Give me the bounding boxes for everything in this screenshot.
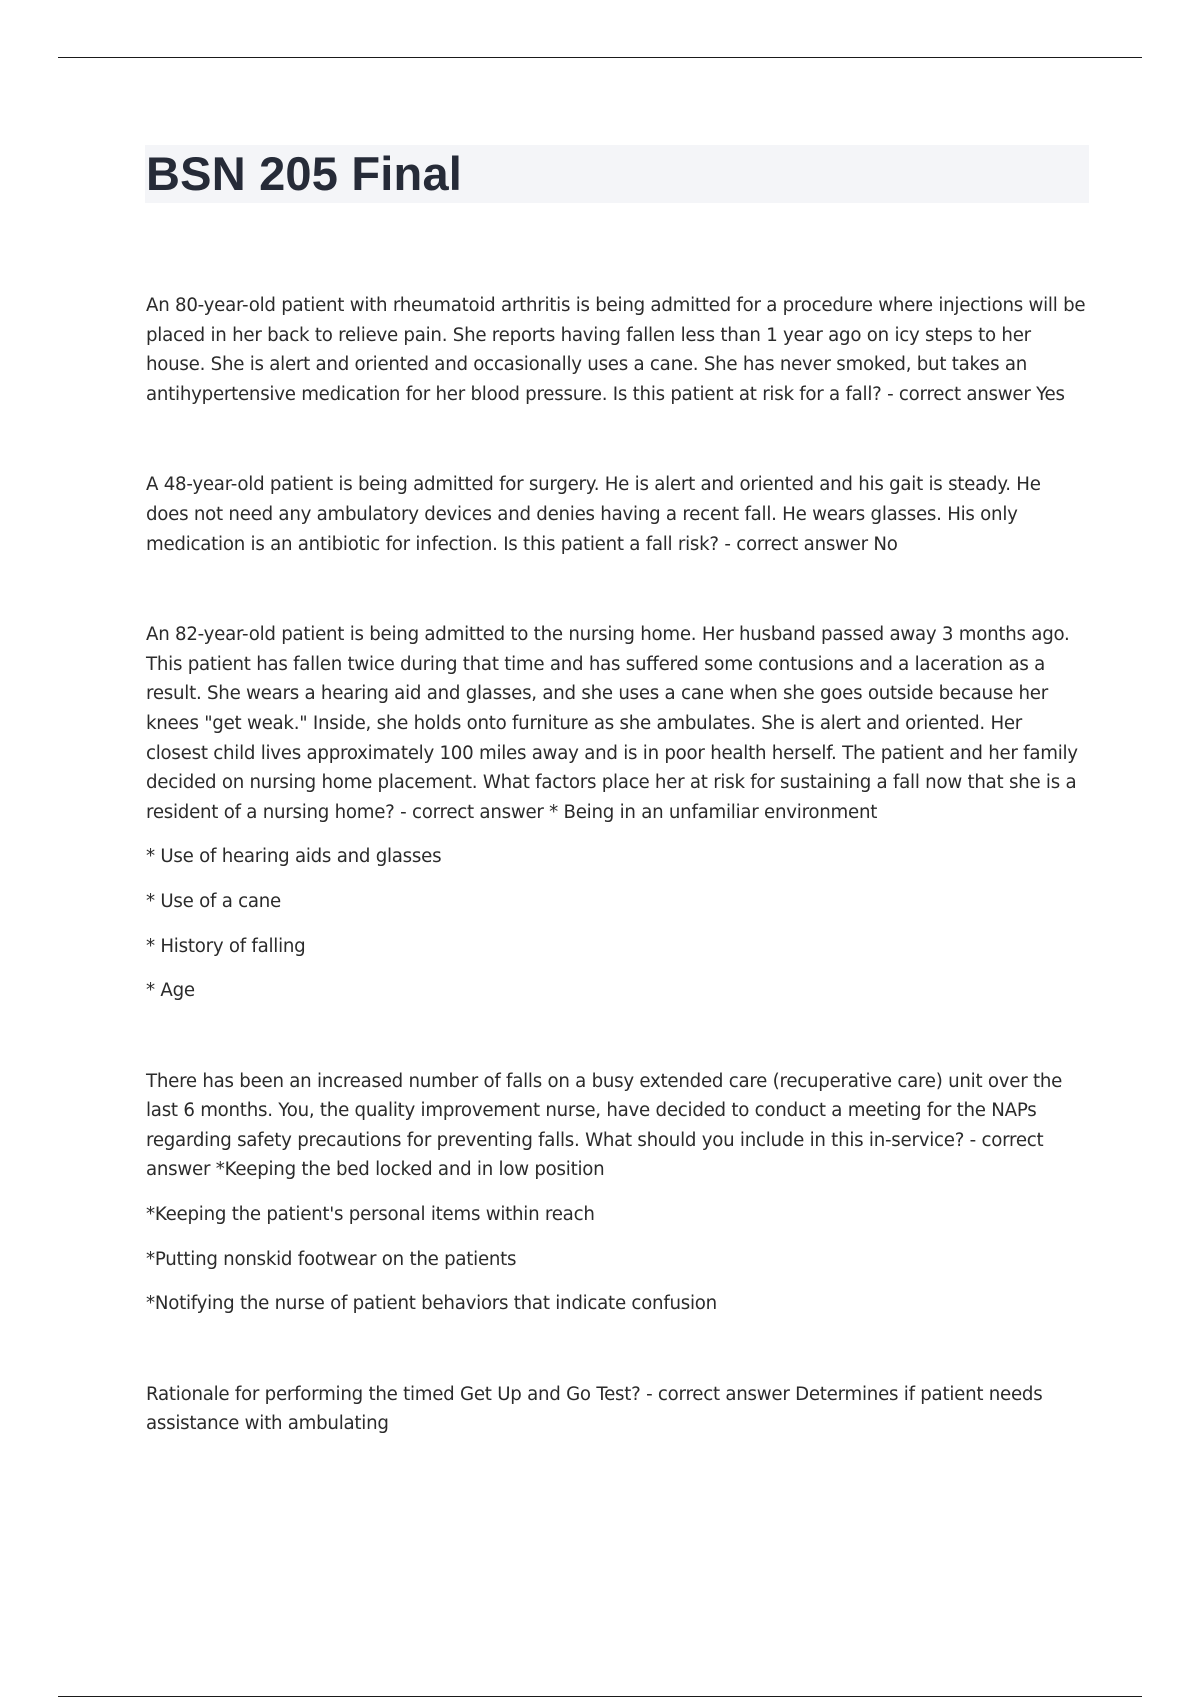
qa-card-1 [146, 291, 1086, 409]
answer-item: *Keeping the patient's personal items within reach [146, 1204, 595, 1226]
qa-card-3 [146, 620, 1086, 1006]
answer-item: * Age [146, 980, 195, 1002]
answer-item: *Notifying the nurse of patient behaviors that indicate confusion [146, 1293, 717, 1315]
document-title: BSN 205 Final [146, 147, 463, 200]
answer-item: * History of falling [146, 935, 306, 957]
bottom-rule [58, 1696, 1142, 1697]
qa-text: A 48-year-old patient is being admitted for surgery. He is alert and oriented and his gait is steady. He does not need any ambulatory devices and denies having a recent fall. He wears glasses. His only medication is an antibiotic for infection. Is this patient a fall risk? - correct answer No [146, 474, 1041, 555]
qa-text: An 80-year-old patient with rheumatoid arthritis is being admitted for a procedure where injections will be placed in her back to relieve pain. She reports having fallen less than 1 year ago on icy steps to her house. She is alert and oriented and occasionally uses a cane. She has never smoked, but takes an antihypertensive medication for her blood pressure. Is this patient at risk for a fall? - correct answer Yes [146, 295, 1086, 405]
qa-text: An 82-year-old patient is being admitted to the nursing home. Her husband passed away 3 months ago. This patient has fallen twice during that time and has suffered some contusions and a laceration as a result. She wears a hearing aid and glasses, and she uses a cane when she goes outside because her knees "get weak." Inside, she holds onto furniture as she ambulates. She is alert and oriented. Her closest child lives approximately 100 miles away and is in poor health herself. The patient and her family decided on nursing home placement. What factors place her at risk for sustaining a fall now that she is a resident of a nursing home? - correct answer * Being in an unfamiliar environment [146, 624, 1078, 823]
qa-text: There has been an increased number of falls on a busy extended care (recuperative care) unit over the last 6 months. You, the quality improvement nurse, have decided to conduct a meeting for the NAPs regarding safety precautions for preventing falls. What should you include in this in-service? - correct answer *Keeping the bed locked and in low position [146, 1070, 1063, 1181]
qa-card-2 [146, 470, 1086, 559]
answer-item: * Use of hearing aids and glasses [146, 846, 442, 868]
qa-card-5 [146, 1380, 1086, 1439]
qa-card-4 [146, 1067, 1086, 1319]
top-rule [58, 57, 1142, 58]
answer-item: * Use of a cane [146, 890, 281, 912]
qa-text: Rationale for performing the timed Get Up and Go Test? - correct answer Determines if patient needs assistance with ambulating [146, 1383, 1043, 1435]
answer-item: *Putting nonskid footwear on the patients [146, 1248, 517, 1270]
document-body [146, 291, 1086, 1500]
